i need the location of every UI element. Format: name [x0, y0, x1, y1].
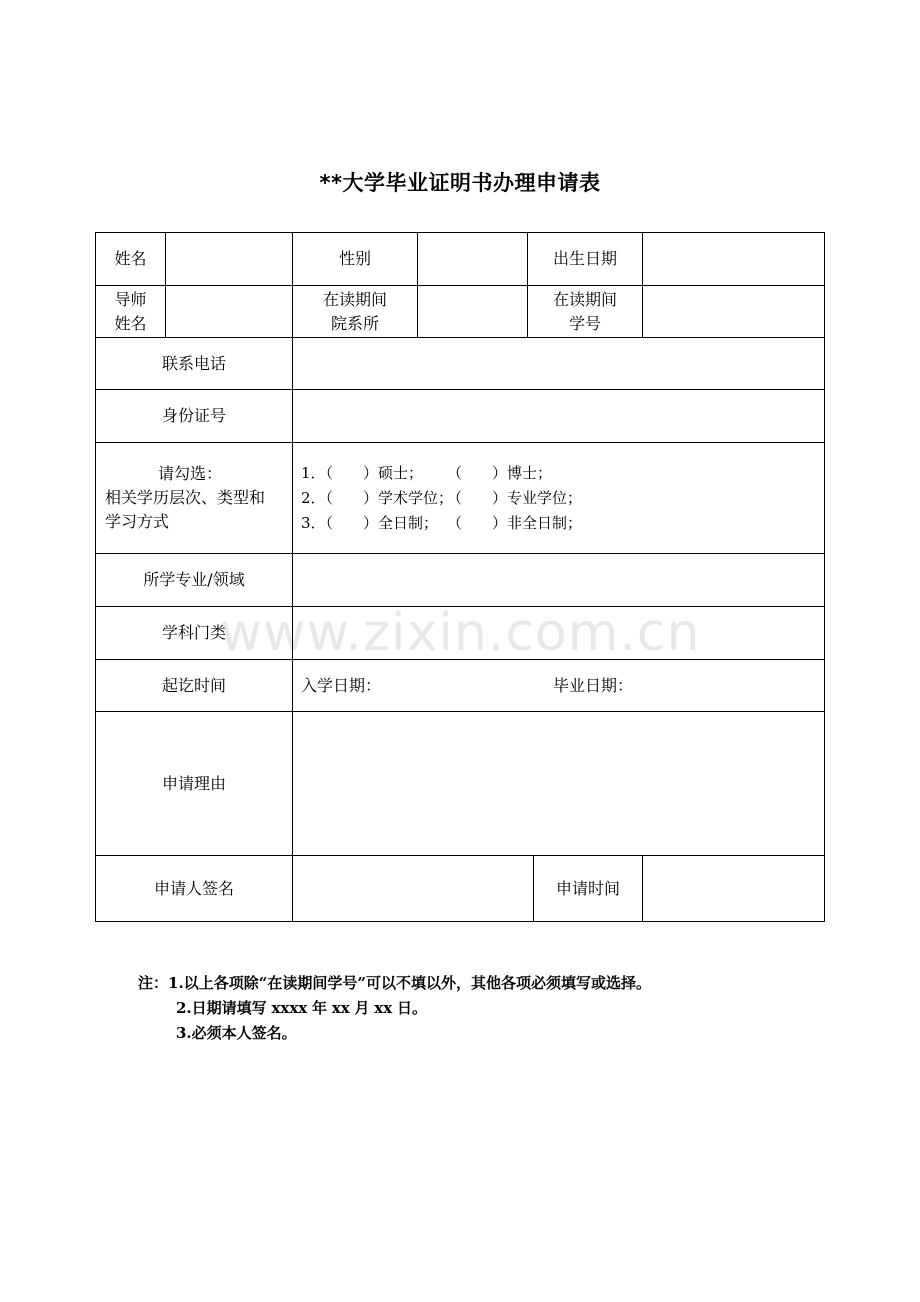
- period-field: [293, 660, 824, 711]
- table-border-right: [824, 232, 825, 922]
- period-label: 起讫时间: [161, 675, 226, 695]
- department-field[interactable]: [418, 286, 527, 337]
- enrollment-date-field[interactable]: 入学日期：: [301, 675, 382, 695]
- student-id-field[interactable]: [643, 286, 824, 337]
- discipline-field[interactable]: [293, 607, 824, 659]
- note-2: 2.日期请填写 xxxx 年 xx 月 xx 日。: [176, 999, 427, 1017]
- apply-time-field[interactable]: [643, 856, 824, 921]
- signature-label: 申请人签名: [153, 878, 234, 898]
- option-doctoral-checkbox[interactable]: （ ）博士；: [447, 463, 553, 482]
- name-field[interactable]: [166, 233, 292, 285]
- selection-options: [293, 443, 824, 553]
- graduation-date-field[interactable]: 毕业日期：: [553, 675, 634, 695]
- option-row-degree-type: [301, 486, 582, 511]
- major-label: 所学专业/领域: [143, 570, 245, 589]
- id-number-label: 身份证号: [161, 406, 226, 425]
- option-row-degree-level: [301, 461, 552, 486]
- option-full-time-checkbox[interactable]: 3．（ ）全日制；: [301, 513, 439, 532]
- notes: [138, 971, 651, 1046]
- form-title: **大学毕业证明书办理申请表: [319, 171, 601, 195]
- phone-field[interactable]: [293, 338, 824, 389]
- reason-field[interactable]: [293, 712, 824, 855]
- discipline-label: 学科门类: [161, 623, 226, 642]
- option-row-study-mode: [301, 511, 582, 536]
- option-academic-degree-checkbox[interactable]: 2．（ ）学术学位；: [301, 488, 454, 507]
- note-1: 注：1.以上各项除“在读期间学号”可以不填以外，其他各项必须填写或选择。: [138, 974, 651, 992]
- birth-date-field[interactable]: [643, 233, 824, 285]
- phone-label: 联系电话: [161, 353, 226, 373]
- date-fields: [301, 674, 824, 698]
- major-field[interactable]: [293, 554, 824, 606]
- reason-label: 申请理由: [161, 773, 226, 793]
- watermark: www.zixin.com.cn: [219, 603, 701, 663]
- option-masters-checkbox[interactable]: 1．（ ）硕士；: [301, 463, 424, 482]
- advisor-name-label: 导师 姓名: [114, 289, 147, 333]
- table-border-bottom: [95, 921, 825, 922]
- name-label: 姓名: [114, 249, 147, 268]
- signature-field[interactable]: [293, 856, 533, 921]
- gender-label: 性别: [338, 249, 371, 268]
- apply-time-label: 申请时间: [555, 878, 620, 898]
- selection-label: 请勾选： 相关学历层次、类型和 学习方式: [105, 464, 266, 531]
- advisor-name-field[interactable]: [166, 286, 292, 337]
- note-3: 3.必须本人签名。: [176, 1024, 297, 1042]
- department-label: 在读期间 院系所: [322, 289, 387, 333]
- option-professional-degree-checkbox[interactable]: （ ）专业学位；: [447, 488, 583, 507]
- id-number-field[interactable]: [293, 390, 824, 442]
- student-id-label: 在读期间 学号: [552, 289, 617, 333]
- gender-field[interactable]: [418, 233, 527, 285]
- birth-date-label: 出生日期: [552, 249, 617, 268]
- option-part-time-checkbox[interactable]: （ ）非全日制；: [447, 513, 583, 532]
